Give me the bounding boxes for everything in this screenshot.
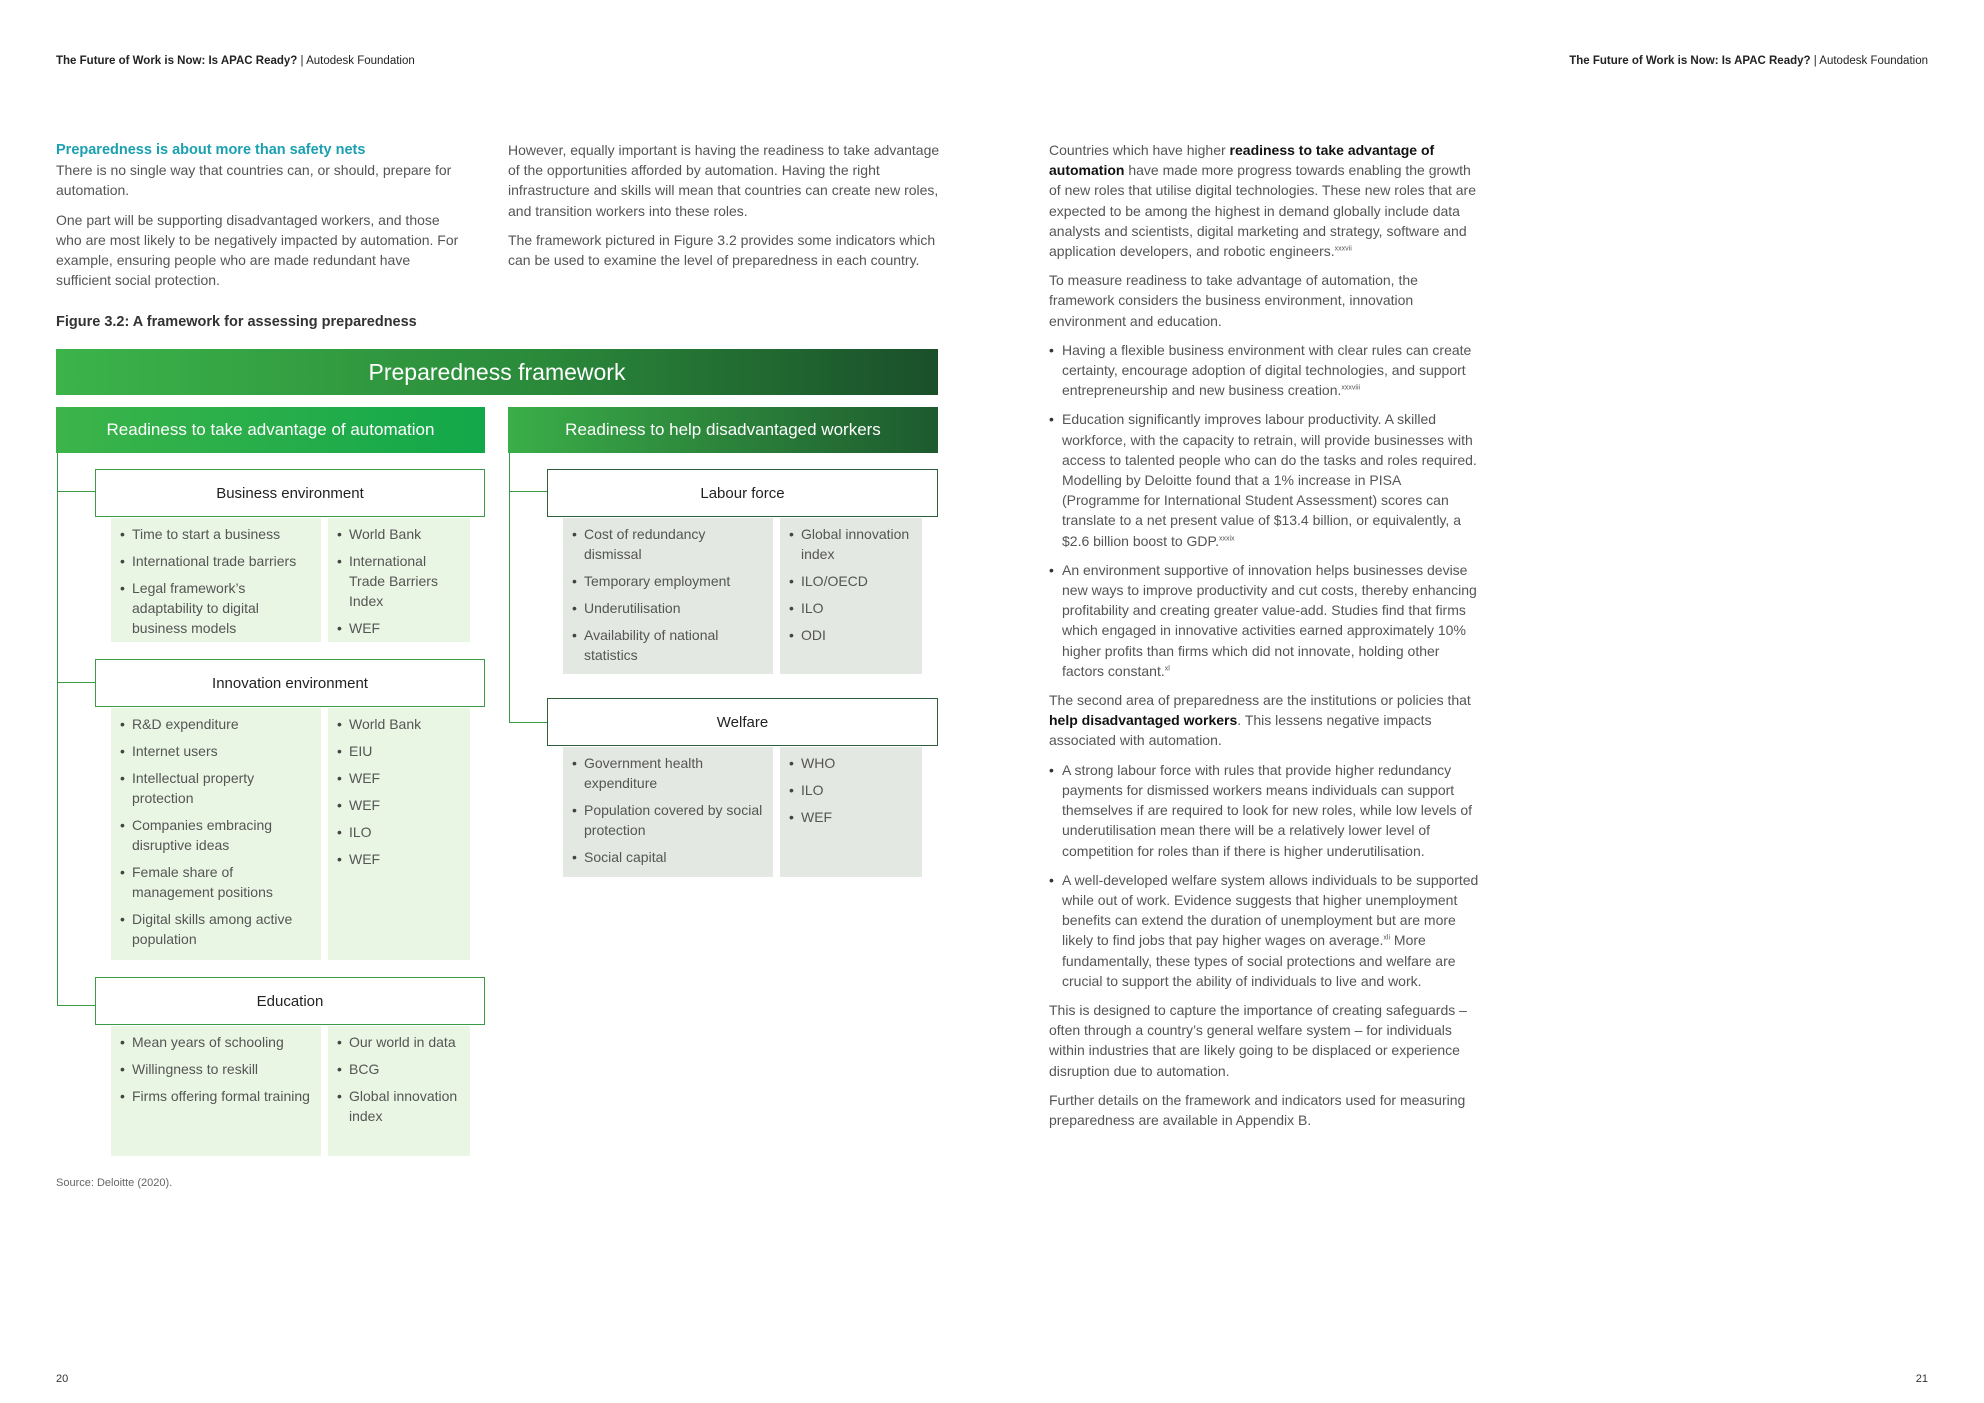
source-item: • WEF <box>336 795 462 815</box>
footnote-ref: xxxix <box>1218 535 1235 542</box>
paragraph: Further details on the framework and indicators used for measuring preparedness are available in Appendix B. <box>1049 1091 1466 1128</box>
indicator-item: • Temporary employment <box>571 571 765 591</box>
footnote-ref: xxxvii <box>1334 245 1352 253</box>
indicator-item: • Companies embracing disruptive ideas <box>119 815 313 855</box>
source-item: • WEF <box>788 807 914 827</box>
indicator-item: • Availability of national statistics <box>571 625 765 665</box>
connector-line <box>57 682 96 683</box>
paragraph: This is designed to capture the importance of creating safeguards – often through a country’s general welfare system – for individuals within industries that are likely going to be displaced or experience disruption due to automation. <box>1049 1001 1467 1079</box>
indicator-item: • Underutilisation <box>571 598 765 618</box>
connector-line <box>57 491 96 492</box>
page-number-right: 21 <box>1915 1373 1928 1385</box>
indicator-item: • International trade barriers <box>119 551 313 571</box>
source-item: • ODI <box>788 625 914 645</box>
right-page-column <box>1049 140 1479 1139</box>
source-item: • ILO <box>336 822 462 842</box>
source-item: • WHO <box>788 753 914 773</box>
indicators-business-environment <box>111 518 321 642</box>
group-welfare: Welfare <box>547 698 938 746</box>
connector-line <box>509 453 510 723</box>
sources-labour-force <box>780 518 922 674</box>
connector-line <box>509 491 548 492</box>
figure-title: Figure 3.2: A framework for assessing preparedness <box>56 314 417 330</box>
sources-innovation-environment <box>328 708 470 960</box>
source-item: • Global innovation index <box>336 1086 462 1126</box>
bullet-item: • Having a flexible business environment with clear rules can create certainty, encourage adoption of digital technologies, and support entrepreneurship and new business creation.$^{xxxviii}$ <box>1049 340 1479 401</box>
paragraph: However, equally important is having the readiness to take advantage of the opportunities afforded by automation. Having the right infrastructure and skills will mean that countries can create new roles, and transition workers into these roles. <box>508 142 940 219</box>
paragraph: Countries which have higher readiness to take advantage of automation have made more progress towards enabling the growth of new roles that utilise digital technologies. These new roles that are expected to be among the highest in demand globally include data analysts and scientists, digital marketing and strategy, software and application developers, and robotic engineers.$^{xxxvii}$ <box>1049 142 1476 260</box>
source-item: • ILO/OECD <box>788 571 914 591</box>
source-item: • International Trade Barriers Index <box>336 551 462 611</box>
source-item: • WEF <box>336 768 462 788</box>
indicator-item: • Social capital <box>571 847 765 867</box>
paragraph: There is no single way that countries can, or should, prepare for automation. <box>56 162 452 199</box>
sources-business-environment <box>328 518 470 642</box>
indicator-item: • Female share of management positions <box>119 862 313 902</box>
source-item: • ILO <box>788 598 914 618</box>
source-item: • BCG <box>336 1059 462 1079</box>
indicators-education <box>111 1026 321 1156</box>
indicators-labour-force <box>563 518 773 674</box>
footnote-ref: xli <box>1383 934 1391 942</box>
source-item: • EIU <box>336 741 462 761</box>
indicator-item: • Population covered by social protection <box>571 800 765 840</box>
paragraph: The second area of preparedness are the institutions or policies that help disadvantaged workers. This lessens negative impacts associated with automation. <box>1049 692 1471 749</box>
header-title: The Future of Work is Now: Is APAC Ready? <box>56 55 298 67</box>
figure-source: Source: Deloitte (2020). <box>56 1177 173 1189</box>
indicator-item: • R&D expenditure <box>119 714 313 734</box>
sources-welfare <box>780 747 922 877</box>
source-item: • WEF <box>336 849 462 869</box>
indicator-item: • Mean years of schooling <box>119 1032 313 1052</box>
source-item: • World Bank <box>336 524 462 544</box>
bullet-list <box>1049 760 1479 991</box>
indicator-item: • Internet users <box>119 741 313 761</box>
page-number-left: 20 <box>56 1373 69 1385</box>
indicator-item: • Intellectual property protection <box>119 768 313 808</box>
left-page-header: The Future of Work is Now: Is APAC Ready? | Autodesk Foundation <box>56 55 415 67</box>
connector-line <box>57 453 58 1006</box>
header-org: Autodesk Foundation <box>1819 55 1928 67</box>
source-item: • ILO <box>788 780 914 800</box>
indicator-item: • Willingness to reskill <box>119 1059 313 1079</box>
indicator-item: • Digital skills among active population <box>119 909 313 949</box>
indicator-item: • Time to start a business <box>119 524 313 544</box>
header-org: Autodesk Foundation <box>306 55 415 67</box>
source-item: • Global innovation index <box>788 524 914 564</box>
indicator-item: • Legal framework’s adaptability to digital business models <box>119 578 313 638</box>
group-business-environment: Business environment <box>95 469 485 517</box>
source-item: • WEF <box>336 618 462 638</box>
footnote-ref: xl <box>1164 665 1170 673</box>
bullet-item: • Education significantly improves labour productivity. A skilled workforce, with the capacity to retrain, will provide businesses with access to talented people who can do the tasks and roles required. Modelling by Deloitte found that a 1% increase in PISA (Programme for International Student Assessment) scores can translate to a net present value of $13.4 billion, or equivalently, a $2.6 billion boost to GDP.$^{xxxix}$ <box>1049 409 1479 550</box>
paragraph: The framework pictured in Figure 3.2 provides some indicators which can be used to examine the level of preparedness in each country. <box>508 231 936 269</box>
connector-line <box>57 1005 96 1006</box>
indicator-item: • Cost of redundancy dismissal <box>571 524 765 564</box>
section-header-disadvantaged: Readiness to help disadvantaged workers <box>508 407 938 453</box>
indicators-welfare <box>563 747 773 877</box>
source-item: • Our world in data <box>336 1032 462 1052</box>
section-header-automation: Readiness to take advantage of automation <box>56 407 485 453</box>
framework-banner: Preparedness framework <box>56 349 938 395</box>
section-heading: Preparedness is about more than safety nets <box>56 142 366 158</box>
bullet-item: • An environment supportive of innovation helps businesses devise new ways to improve productivity and cut costs, thereby enhancing profitability and creating greater value-add. Studies find that firms which engaged in innovative activities earned approximately 10% higher profits than firms which did not innovate, holding other factors constant.$^{xl}$ <box>1049 560 1479 681</box>
bullet-list <box>1049 340 1479 681</box>
footnote-ref: xxxviii <box>1341 384 1361 392</box>
sources-education <box>328 1026 470 1156</box>
connector-line <box>509 722 548 723</box>
header-title: The Future of Work is Now: Is APAC Ready? <box>1569 55 1811 67</box>
paragraph: One part will be supporting disadvantaged workers, and those who are most likely to be negatively impacted by automation. For example, ensuring people who are made redundant have sufficient social protection. <box>56 211 459 289</box>
intro-column-1 <box>56 140 466 299</box>
bullet-item: • A strong labour force with rules that provide higher redundancy payments for dismissed workers means individuals can support themselves if are required to look for new roles, while low levels of underutilisation mean there will be a relatively lower level of competition for roles than if there is higher underutilisation. <box>1049 760 1479 861</box>
intro-column-2 <box>508 140 946 279</box>
indicator-item: • Government health expenditure <box>571 753 765 793</box>
group-education: Education <box>95 977 485 1025</box>
group-labour-force: Labour force <box>547 469 938 517</box>
paragraph: To measure readiness to take advantage of automation, the framework considers the business environment, innovation environment and education. <box>1049 272 1418 329</box>
right-page-header: The Future of Work is Now: Is APAC Ready? | Autodesk Foundation <box>1569 55 1928 67</box>
group-innovation-environment: Innovation environment <box>95 659 485 707</box>
source-item: • World Bank <box>336 714 462 734</box>
indicators-innovation-environment <box>111 708 321 960</box>
indicator-item: • Firms offering formal training <box>119 1086 313 1106</box>
bullet-item: • A well-developed welfare system allows individuals to be supported while out of work. Evidence suggests that higher unemployment benefits can extend the duration of unemployment but are more likely to find jobs that pay higher wages on average.$^{xli}$ More fundamentally, these types of social protections and welfare are crucial to support the ability of individuals to live and work. <box>1049 870 1479 991</box>
